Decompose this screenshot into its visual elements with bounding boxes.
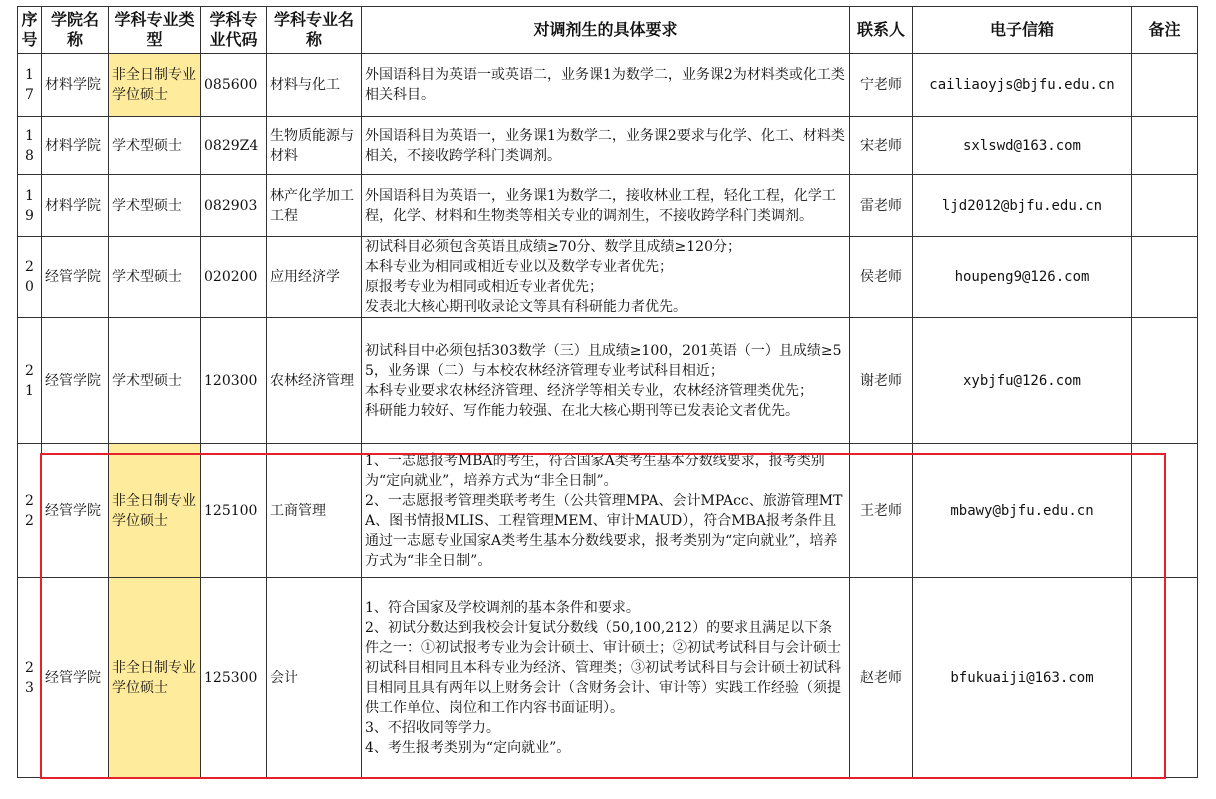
cell-remark <box>1132 578 1198 778</box>
header-row <box>18 7 1198 54</box>
cell-type: 学术型硕士 <box>109 117 201 175</box>
cell-type: 非全日制专业学位硕士 <box>109 444 201 578</box>
cell-remark <box>1132 54 1198 117</box>
requirement-line: 外国语科目为英语一，业务课1为数学二，接收林业工程，轻化工程，化学工程，化学、材料和生物类等相关专业的调剂生，不接收跨学科门类调剂。 <box>365 187 836 224</box>
cell-no: 23 <box>18 578 42 778</box>
header-code: 学科专业代码 <box>201 7 267 54</box>
cell-type: 学术型硕士 <box>109 318 201 444</box>
cell-requirements <box>362 175 850 237</box>
table-row <box>18 578 1198 778</box>
requirement-line: 外国语科目为英语一或英语二，业务课1为数学二，业务课2为材料类或化工类相关科目。 <box>365 67 845 103</box>
header-type: 学科专业类型 <box>109 7 201 54</box>
cell-college: 经管学院 <box>42 318 109 444</box>
cell-major: 材料与化工 <box>267 54 362 117</box>
requirement-line: 2、一志愿报考管理类联考考生（公共管理MPA、会计MPAcc、旅游管理MTA、图书情报MLIS、工程管理MEM、审计MAUD），符合MBA报考条件且通过一志愿专业国家A类考生基本分数线要求，报考类别为“定向就业”，培养方式为“非全日制”。 <box>365 492 843 569</box>
header-college: 学院名称 <box>42 7 109 54</box>
cell-type: 非全日制专业学位硕士 <box>109 54 201 117</box>
requirement-line: 外国语科目为英语一，业务课1为数学二，业务课2要求与化学、化工、材料类相关，不接收跨学科门类调剂。 <box>365 127 845 164</box>
cell-requirements <box>362 54 850 117</box>
cell-no: 22 <box>18 444 42 578</box>
table-row <box>18 117 1198 175</box>
cell-major: 工商管理 <box>267 444 362 578</box>
cell-email: xybjfu@126.com <box>913 318 1132 444</box>
cell-requirements <box>362 237 850 318</box>
cell-contact: 宋老师 <box>850 117 913 175</box>
cell-no: 20 <box>18 237 42 318</box>
cell-remark <box>1132 237 1198 318</box>
table-row <box>18 237 1198 318</box>
cell-major: 农林经济管理 <box>267 318 362 444</box>
requirement-line: 科研能力较好、写作能力较强、在北大核心期刊等已发表论文者优先。 <box>365 402 799 419</box>
cell-email: cailiaoyjs@bjfu.edu.cn <box>913 54 1132 117</box>
header-no: 序号 <box>18 7 42 54</box>
table-row <box>18 175 1198 237</box>
cell-college: 材料学院 <box>42 54 109 117</box>
requirement-line: 发表北大核心期刊收录论文等具有科研能力者优先。 <box>365 299 687 315</box>
cell-requirements <box>362 117 850 175</box>
requirement-line: 本科专业要求农林经济管理、经济学等相关专业，农林经济管理类优先； <box>365 382 813 399</box>
cell-code: 0829Z4 <box>201 117 267 175</box>
cell-no: 17 <box>18 54 42 117</box>
cell-contact: 雷老师 <box>850 175 913 237</box>
cell-email: mbawy@bjfu.edu.cn <box>913 444 1132 578</box>
cell-no: 18 <box>18 117 42 175</box>
cell-type: 非全日制专业学位硕士 <box>109 578 201 778</box>
cell-major: 林产化学加工工程 <box>267 175 362 237</box>
cell-college: 材料学院 <box>42 117 109 175</box>
requirement-line: 4、考生报考类别为“定向就业”。 <box>365 739 571 756</box>
cell-major: 生物质能源与材料 <box>267 117 362 175</box>
header-major: 学科专业名称 <box>267 7 362 54</box>
cell-contact: 谢老师 <box>850 318 913 444</box>
cell-no: 19 <box>18 175 42 237</box>
cell-email: sxlswd@163.com <box>913 117 1132 175</box>
requirement-line: 原报考专业为相同或相近专业者优先； <box>365 279 603 295</box>
cell-email: ljd2012@bjfu.edu.cn <box>913 175 1132 237</box>
cell-contact: 赵老师 <box>850 578 913 778</box>
cell-remark <box>1132 444 1198 578</box>
header-remark: 备注 <box>1132 7 1198 54</box>
cell-major: 会计 <box>267 578 362 778</box>
cell-no: 21 <box>18 318 42 444</box>
cell-email: houpeng9@126.com <box>913 237 1132 318</box>
requirement-line: 本科专业为相同或相近专业以及数学专业者优先； <box>365 259 673 275</box>
cell-type: 学术型硕士 <box>109 175 201 237</box>
header-contact: 联系人 <box>850 7 913 54</box>
cell-code: 020200 <box>201 237 267 318</box>
requirement-line: 初试科目必须包含英语且成绩≥70分、数学且成绩≥120分； <box>365 239 741 255</box>
requirement-line: 1、符合国家及学校调剂的基本条件和要求。 <box>365 599 640 616</box>
cell-remark <box>1132 117 1198 175</box>
cell-code: 120300 <box>201 318 267 444</box>
table-row <box>18 54 1198 117</box>
cell-college: 经管学院 <box>42 237 109 318</box>
header-email: 电子信箱 <box>913 7 1132 54</box>
cell-type: 学术型硕士 <box>109 237 201 318</box>
cell-remark <box>1132 175 1198 237</box>
table-row <box>18 318 1198 444</box>
cell-contact: 侯老师 <box>850 237 913 318</box>
requirement-line: 初试科目中必须包括303数学（三）且成绩≥100，201英语（一）且成绩≥55，业务课（二）与本校农林经济管理专业考试科目相近； <box>365 342 842 379</box>
cell-remark <box>1132 318 1198 444</box>
cell-code: 125300 <box>201 578 267 778</box>
requirement-line: 1、一志愿报考MBA的考生，符合国家A类考生基本分数线要求，报考类别为“定向就业”，培养方式为“非全日制”。 <box>365 452 825 489</box>
cell-college: 材料学院 <box>42 175 109 237</box>
table-row <box>18 444 1198 578</box>
requirement-line: 3、不招收同等学力。 <box>365 719 500 736</box>
cell-contact: 宁老师 <box>850 54 913 117</box>
cell-code: 082903 <box>201 175 267 237</box>
cell-email: bfukuaiji@163.com <box>913 578 1132 778</box>
cell-contact: 王老师 <box>850 444 913 578</box>
cell-major: 应用经济学 <box>267 237 362 318</box>
cell-code: 125100 <box>201 444 267 578</box>
requirement-line: 2、初试分数达到我校会计复试分数线（50,100,212）的要求且满足以下条件之一：①初试报考专业为会计硕士、审计硕士；②初试考试科目与会计硕士初试科目相同且本科专业为经济、管理类；③初试考试科目与会计硕士初试科目相同且具有两年以上财务会计（含财务会计、审计等）实践工作经验（须提供工作单位、岗位和工作内容书面证明）。 <box>365 619 841 716</box>
cell-requirements <box>362 578 850 778</box>
cell-college: 经管学院 <box>42 444 109 578</box>
header-requirements: 对调剂生的具体要求 <box>362 7 850 54</box>
cell-code: 085600 <box>201 54 267 117</box>
adjustment-requirements-table <box>17 6 1198 778</box>
cell-requirements <box>362 444 850 578</box>
cell-college: 经管学院 <box>42 578 109 778</box>
cell-requirements <box>362 318 850 444</box>
